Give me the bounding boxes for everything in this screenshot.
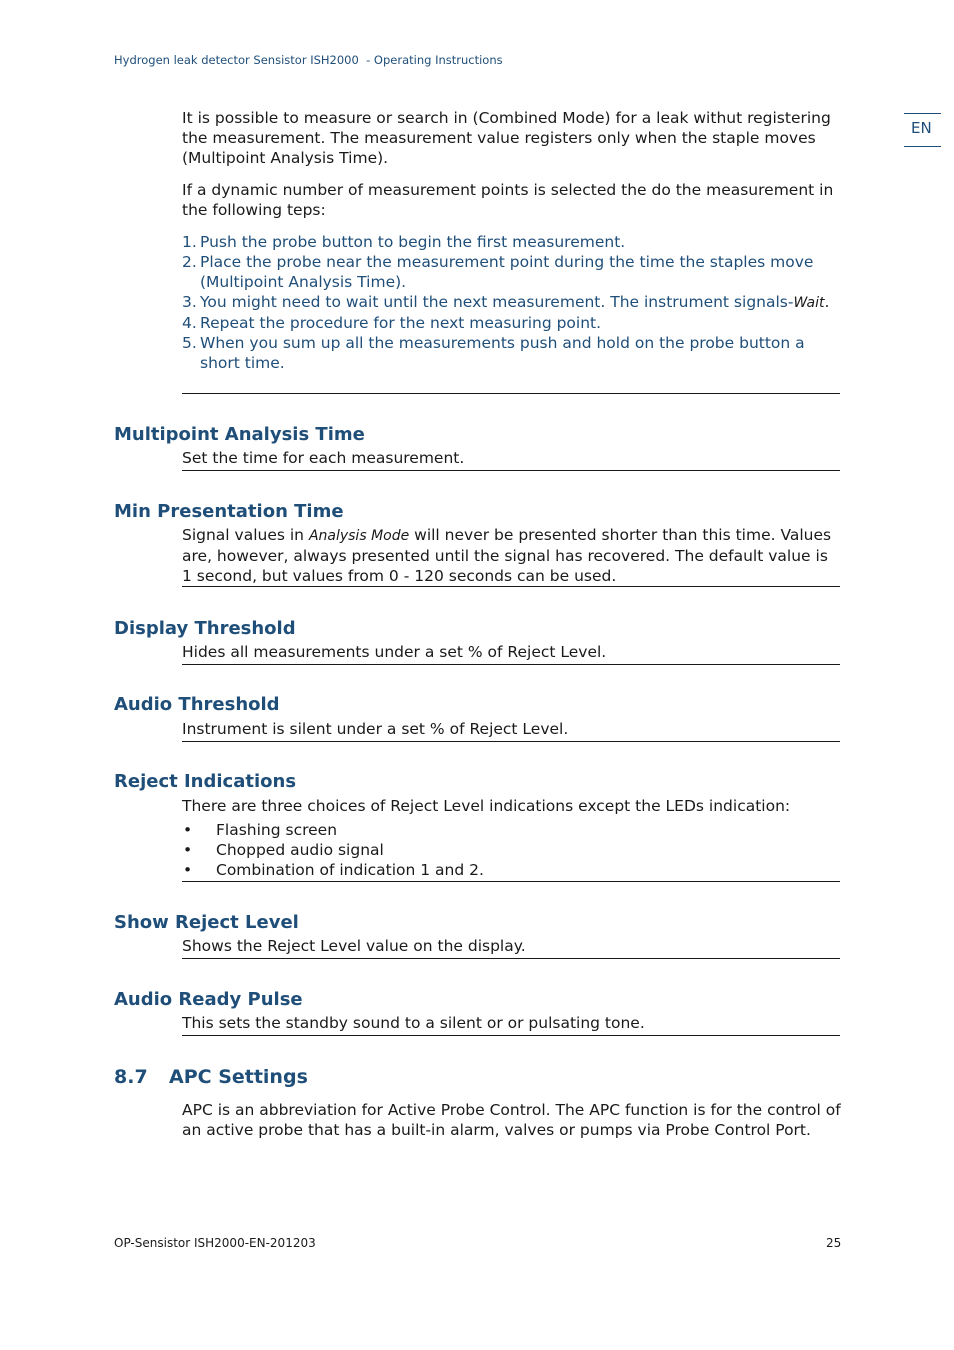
desc-audio-threshold: Instrument is silent under a set % of Reject Level. bbox=[182, 720, 569, 738]
desc-text: Signal values in bbox=[182, 526, 309, 544]
reject-indications-list bbox=[182, 820, 484, 880]
divider bbox=[182, 586, 840, 587]
desc-multipoint-analysis-time: Set the time for each measurement. bbox=[182, 449, 465, 467]
desc-text: will never be presented shorter than this time. Values are, however, always presented until the signal has recovered. The default value is 1 second, but values from 0 - 120 seconds can be used. bbox=[182, 526, 832, 585]
divider bbox=[182, 1035, 840, 1036]
heading-multipoint-analysis-time: Multipoint Analysis Time bbox=[114, 424, 365, 445]
chapter-body: APC is an abbreviation for Active Probe Control. The APC function is for the control of an active probe that has a built-in alarm, valves or pumps via Probe Control Port. bbox=[182, 1101, 841, 1139]
heading-show-reject-level: Show Reject Level bbox=[114, 912, 299, 933]
list-item-text: Combination of indication 1 and 2. bbox=[216, 861, 484, 879]
divider bbox=[182, 664, 840, 665]
list-item-text: Flashing screen bbox=[216, 821, 338, 839]
divider bbox=[182, 470, 840, 471]
step-text: Repeat the procedure for the next measuring point. bbox=[200, 314, 602, 332]
step-item bbox=[182, 333, 842, 373]
language-label: EN bbox=[911, 119, 932, 137]
list-item-text: Chopped audio signal bbox=[216, 841, 384, 859]
step-number: 4. bbox=[182, 314, 197, 332]
intro-paragraph-2: If a dynamic number of measurement points is selected the do the measurement in the following teps: bbox=[182, 181, 834, 219]
divider bbox=[182, 393, 840, 394]
desc-display-threshold: Hides all measurements under a set % of Reject Level. bbox=[182, 643, 607, 661]
desc-show-reject-level: Shows the Reject Level value on the display. bbox=[182, 937, 526, 955]
chapter-heading bbox=[114, 1066, 308, 1088]
analysis-mode-term: Analysis Mode bbox=[308, 528, 410, 544]
bullet-icon: • bbox=[183, 861, 193, 879]
step-emphasis: Wait bbox=[793, 295, 825, 311]
desc-audio-ready-pulse: This sets the standby sound to a silent or or pulsating tone. bbox=[182, 1014, 645, 1032]
list-item bbox=[182, 860, 484, 880]
step-item bbox=[182, 313, 842, 333]
step-number: 5. bbox=[182, 334, 197, 352]
heading-audio-threshold: Audio Threshold bbox=[114, 694, 280, 715]
chapter-number: 8.7 bbox=[114, 1066, 148, 1088]
step-item bbox=[182, 232, 842, 252]
step-number: 3. bbox=[182, 293, 197, 311]
steps-list bbox=[182, 232, 842, 373]
intro-paragraph-1: It is possible to measure or search in (Combined Mode) for a leak withut registering the measurement. The measurement value registers only when the staple moves (Multipoint Analysis Time). bbox=[182, 109, 831, 167]
desc-reject-indications: There are three choices of Reject Level indications except the LEDs indication: bbox=[182, 797, 791, 815]
desc-min-presentation-time bbox=[182, 525, 842, 586]
footer-page-number: 25 bbox=[826, 1236, 842, 1250]
step-text: When you sum up all the measurements push and hold on the probe button a short time. bbox=[200, 334, 805, 372]
heading-reject-indications: Reject Indications bbox=[114, 771, 297, 792]
footer-document-id: OP-Sensistor ISH2000-EN-201203 bbox=[114, 1236, 316, 1250]
divider bbox=[182, 881, 840, 882]
divider bbox=[182, 958, 840, 959]
step-item bbox=[182, 292, 842, 313]
list-item bbox=[182, 840, 484, 860]
step-text: Place the probe near the measurement point during the time the staples move (Multipoint Analysis Time). bbox=[200, 253, 814, 291]
step-suffix: . bbox=[824, 293, 830, 311]
divider bbox=[182, 741, 840, 742]
list-item bbox=[182, 820, 484, 840]
language-tab bbox=[904, 113, 941, 147]
step-text: You might need to wait until the next measurement. The instrument signals- bbox=[200, 293, 794, 311]
step-number: 2. bbox=[182, 253, 197, 271]
heading-min-presentation-time: Min Presentation Time bbox=[114, 501, 344, 522]
step-text: Push the probe button to begin the first measurement. bbox=[200, 233, 626, 251]
bullet-icon: • bbox=[183, 841, 193, 859]
heading-display-threshold: Display Threshold bbox=[114, 618, 296, 639]
bullet-icon: • bbox=[183, 821, 193, 839]
step-number: 1. bbox=[182, 233, 197, 251]
chapter-title: APC Settings bbox=[169, 1066, 308, 1088]
step-item bbox=[182, 252, 842, 292]
running-header: Hydrogen leak detector Sensistor ISH2000 - Operating Instructions bbox=[114, 53, 503, 67]
heading-audio-ready-pulse: Audio Ready Pulse bbox=[114, 989, 303, 1010]
